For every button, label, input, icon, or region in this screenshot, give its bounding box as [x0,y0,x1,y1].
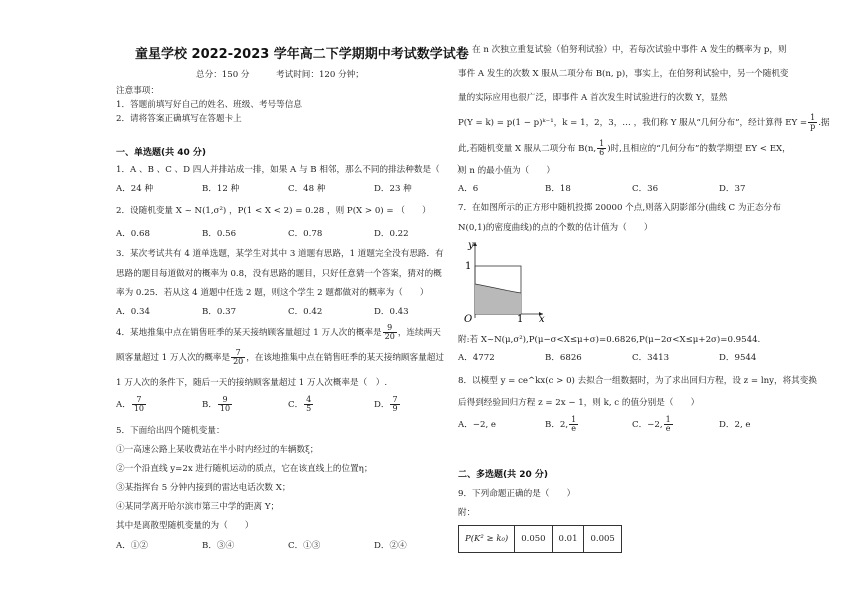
q8-option-c[interactable]: C．−2, $\frac{1}{e}$ [632,415,671,433]
question-5-line: 其中是离散型随机变量的为（ ） [116,521,254,531]
q3-option-c[interactable]: C．0.42 [288,307,323,317]
exam-time: 考试时间：120 分钟； [276,70,364,80]
total-score: 总分：150 分 [196,70,250,80]
q3-option-b[interactable]: B．0.37 [202,307,237,317]
question-6-line: 6．在 n 次独立重复试验（伯努利试验）中，若每次试验中事件 A 发生的概率为 p，则 [458,45,787,55]
q7-option-b[interactable]: B．6826 [545,353,582,363]
question-8-line: 8．以模型 y = ce^kx(c > 0) 去拟合一组数据时，为了求出回归方程，设 z = lny，将其变换 [458,376,817,386]
x-tick-one: 1 [517,314,524,322]
q5-option-c[interactable]: C．①③ [288,541,321,551]
q5-option-b[interactable]: B．③④ [202,541,235,551]
question-4-line: 4．某地推集中点在销售旺季的某天接纳顾客量超过 1 万人次的概率是 $\frac{9}{20}$ ，连续两天 [116,323,441,341]
question-7-note: 附:若 X~N(μ,σ²),P(μ−σ<X≤μ+σ)=0.6826,P(μ−2σ<X≤μ+2σ)=0.9544. [458,335,761,345]
q8-option-d[interactable]: D．2, e [719,420,751,430]
q2-option-d[interactable]: D．0.22 [374,229,409,239]
q6-option-c[interactable]: C．36 [632,184,659,194]
question-5-item: ③某指挥台 5 分钟内接到的雷达电话次数 X； [116,483,291,493]
q7-option-a[interactable]: A．4772 [458,353,495,363]
q1-option-a[interactable]: A．24 种 [116,184,154,194]
question-4-line: 顾客量超过 1 万人次的概率是 $\frac{7}{20}$ ，在该地推集中点在销售旺季的某天接纳顾客量超过 [116,348,444,366]
question-9-note: 附： [458,508,476,518]
table-cell: 0.050 [515,526,552,553]
notes-heading: 注意事项： [116,86,159,96]
q2-option-a[interactable]: A．0.68 [116,229,150,239]
q3-option-a[interactable]: A．0.34 [116,307,150,317]
q6-option-b[interactable]: B．18 [545,184,571,194]
q8-option-a[interactable]: A．−2, e [458,420,497,430]
question-8-line: 后得到经验回归方程 z = 2x − 1，则 k, c 的值分别是（ ） [458,398,700,408]
question-2: 2．设随机变量 X ~ N(1,σ²) ，P(1 < X < 2) = 0.28 ，则 P(X > 0) = （ ） [116,206,431,216]
question-7-line: 7．在如图所示的正方形中随机投掷 20000 个点,则落入阴影部分(曲线 C 为正态分布 [458,203,781,213]
q3-option-d[interactable]: D．0.43 [374,307,409,317]
q2-option-c[interactable]: C．0.78 [288,229,323,239]
question-5-line: 5．下面给出四个随机变量： [116,426,225,436]
section-single-choice: 一、单选题(共 40 分) [116,148,207,158]
q4-option-b[interactable]: B． $\frac{9}{10}$ [202,395,231,413]
note-item: 1．答题前填写好自己的姓名、班级、考号等信息 [116,100,302,110]
question-3-line: 思路的题目每道做对的概率为 0.8，没有思路的题目，只好任意猜一个答案，猜对的概 [116,269,442,279]
question-6-line: 则 n 的最小值为（ ） [458,166,555,176]
question-7-line: N(0,1)的密度曲线)的点的个数的估计值为（ ） [458,223,653,233]
question-6-line: 事件 A 发生的次数 X 服从二项分布 B(n, p)，事实上，在伯努利试验中，另一个随机变 [458,69,789,79]
question-6-line: 量的实际应用也很广泛，即事件 A 首次发生时试验进行的次数 Y，显然 [458,93,728,103]
q1-option-d[interactable]: D．23 种 [374,184,412,194]
table-cell: 0.01 [552,526,584,553]
question-4-line: 1 万人次的条件下，随后一天的接纳顾客量超过 1 万人次概率是（ ）. [116,378,388,388]
question-6-line: 此,若随机变量 X 服从二项分布 B(n, $\frac{1}{6}$ )时,且相应的“几何分布”的数学期望 EY < EX， [458,139,791,157]
question-6-line: P(Y = k) = p(1 − p)ᵏ⁻¹，k = 1，2，3，… ，我们称 Y 服从“几何分布”，经计算得 EY = $\frac{1}{p}$ .据 [458,113,830,131]
question-5-item: ①一高速公路上某收费站在半小时内经过的车辆数ξ； [116,445,319,455]
question-3-line: 3．某次考试共有 4 道单选题，某学生对其中 3 道题有思路，1 道题完全没有思路．有 [116,249,444,259]
question-5-item: ②一个沿直线 y=2x 进行随机运动的质点，它在该直线上的位置η； [116,464,373,474]
q2-option-b[interactable]: B．0.56 [202,229,237,239]
q7-option-d[interactable]: D．9544 [719,353,757,363]
q4-option-c[interactable]: C． $\frac{4}{5}$ [288,395,312,413]
table-row [459,526,622,553]
table-cell: 0.005 [584,526,621,553]
q1-option-b[interactable]: B．12 种 [202,184,240,194]
table-cell-header: P(K² ≥ k₀) [459,526,515,553]
y-axis-label: y [468,240,474,251]
q6-option-a[interactable]: A．6 [458,184,479,194]
q8-option-b[interactable]: B．2, $\frac{1}{e}$ [545,415,577,433]
normal-density-figure [455,238,545,322]
fraction: $\frac{9}{20}$ [384,323,395,341]
question-9: 9．下列命题正确的是（ ） [458,489,576,499]
note-item: 2．请将答案正确填写在答题卡上 [116,114,242,124]
probability-table [458,525,622,553]
x-axis-label: x [539,314,545,322]
q6-option-d[interactable]: D．37 [719,184,746,194]
page-title: 童星学校 2022-2023 学年高二下学期期中考试数学试卷 [135,47,469,62]
q4-option-a[interactable]: A． $\frac{7}{10}$ [116,395,144,413]
question-1: 1．A 、B 、C 、D 四人并排站成一排，如果 A 与 B 相邻，那么不同的排法种数是（ ） [116,165,466,175]
origin-label: O [464,314,473,322]
y-tick-one: 1 [465,261,472,272]
q5-option-a[interactable]: A．①② [116,541,148,551]
q7-option-c[interactable]: C．3413 [632,353,670,363]
q4-option-d[interactable]: D． $\frac{7}{9}$ [374,395,398,413]
section-multi-choice: 二、多选题(共 20 分) [458,470,549,480]
q5-option-d[interactable]: D．②④ [374,541,407,551]
question-3-line: 率为 0.25．若从这 4 道题中任选 2 题，则这个学生 2 题都做对的概率为（ ） [116,288,429,298]
q1-option-c[interactable]: C．48 种 [288,184,326,194]
fraction: $\frac{7}{20}$ [233,348,244,366]
question-5-item: ④某同学离开哈尔滨市第三中学的距离 Y； [116,502,280,512]
